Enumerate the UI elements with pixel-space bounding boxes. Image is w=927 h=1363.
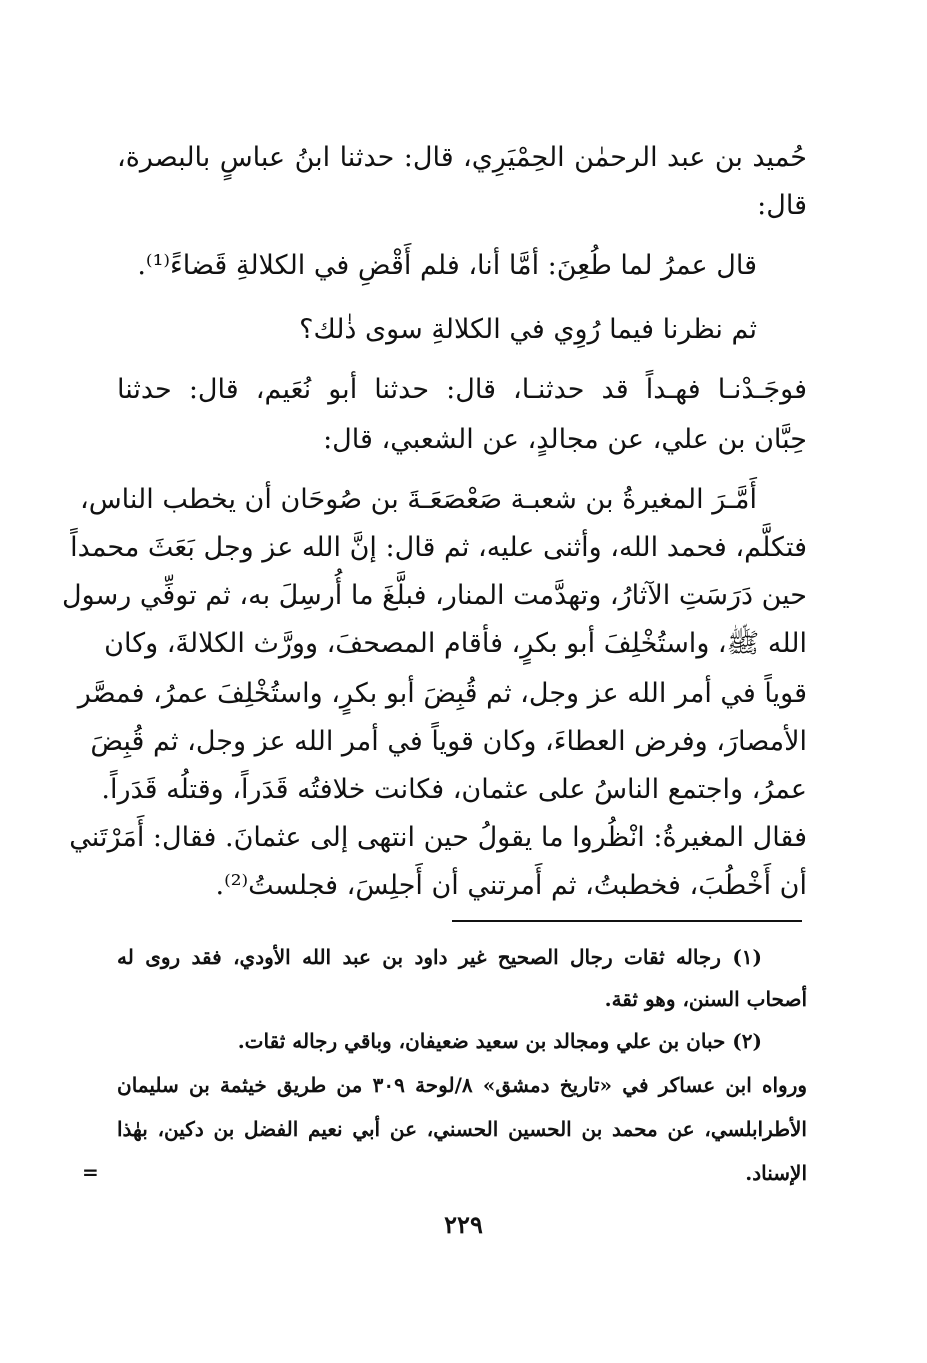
body-line-4: ثم نظرنا فيما رُوِي في الكلالةِ سوى ذٰلك؟	[299, 314, 757, 345]
body-line-12: الأمصارَ، وفرض العطاءَ، وكان قوياً في أمر الله عز وجل، ثم قُبِضَ	[90, 726, 807, 757]
footnote-line-1: (١) رجاله ثقات رجال الصحيح غير داود بن عبد الله الأودي، فقد روى له	[117, 945, 762, 969]
body-line-5: فوجَـدْنـا فهـداً قد حدثنـا، قال: حدثنا أبو نُعَيم، قال: حدثنا	[117, 374, 807, 405]
continuation-mark: =	[82, 1160, 99, 1184]
body-line-2: قال:	[757, 190, 807, 221]
body-line-7: أَمَّـرَ المغيرةُ بن شعبـة صَعْصَعَـةَ بن صُوحَان أن يخطب الناس،	[80, 484, 757, 515]
footnote-line-4: ورواه ابن عساكر في «تاريخ دمشق» ٨/لوحة ٣٠٩ من طريق خيثمة بن سليمان	[117, 1073, 808, 1097]
footnote-separator	[452, 920, 802, 922]
body-line-10: الله ﷺ، واستُخْلِفَ أبو بكرٍ، فأقام المصحفَ، وورَّث الكلالةَ، وكان	[104, 628, 807, 659]
body-line-6: حِبَّان بن علي، عن مجالدٍ، عن الشعبي، قال:	[323, 424, 807, 455]
body-line-11: قوياً في أمر الله عز وجل، ثم قُبِضَ أبو بكرٍ، واستُخْلِفَ عمرُ، فمصَّر	[77, 678, 807, 709]
footnote-line-5: الأطرابلسي، عن محمد بن الحسين الحسني، عن أبي نعيم الفضل بن دكين، بهٰذا	[117, 1117, 807, 1141]
body-line-1: حُميد بن عبد الرحمٰن الحِمْيَرِي، قال: حدثنا ابنُ عباسٍ بالبصرة،	[117, 142, 807, 173]
body-line-9: حين دَرَسَتِ الآثارُ، وتهدَّمت المنار، فبلَّغَ ما أُرسِلَ به، ثم توفِّي رسول	[62, 580, 807, 611]
body-line-3: قال عمرُ لما طُعِنَ: أمَّا أنا، فلم أَقْضِ في الكلالةِ قَضاءً⁽¹⁾.	[137, 250, 757, 281]
footnote-line-2: أصحاب السنن، وهو ثقة.	[604, 987, 807, 1011]
body-line-8: فتكلَّم، فحمد الله، وأثنى عليه، ثم قال: إنَّ الله عز وجل بَعَثَ محمداً	[70, 532, 807, 563]
body-line-15: أن أَخْطُبَ، فخطبتُ، ثم أَمرتني أن أَجلِسَ، فجلستُ⁽²⁾.	[215, 870, 807, 901]
page-number: ٢٢٩	[444, 1210, 483, 1239]
footnote-line-6: الإسناد.	[745, 1161, 807, 1185]
body-line-13: عمرُ، واجتمع الناسُ على عثمان، فكانت خلافتُه قَدَراً، وقتلُه قَدَراً.	[101, 774, 807, 805]
footnote-line-3: (٢) حبان بن علي ومجالد بن سعيد ضعيفان، وباقي رجاله ثقات.	[237, 1029, 762, 1053]
body-line-14: فقال المغيرةُ: انْظُروا ما يقولُ حين انتهى إلى عثمانَ. فقال: أَمَرْتَني	[69, 822, 807, 853]
